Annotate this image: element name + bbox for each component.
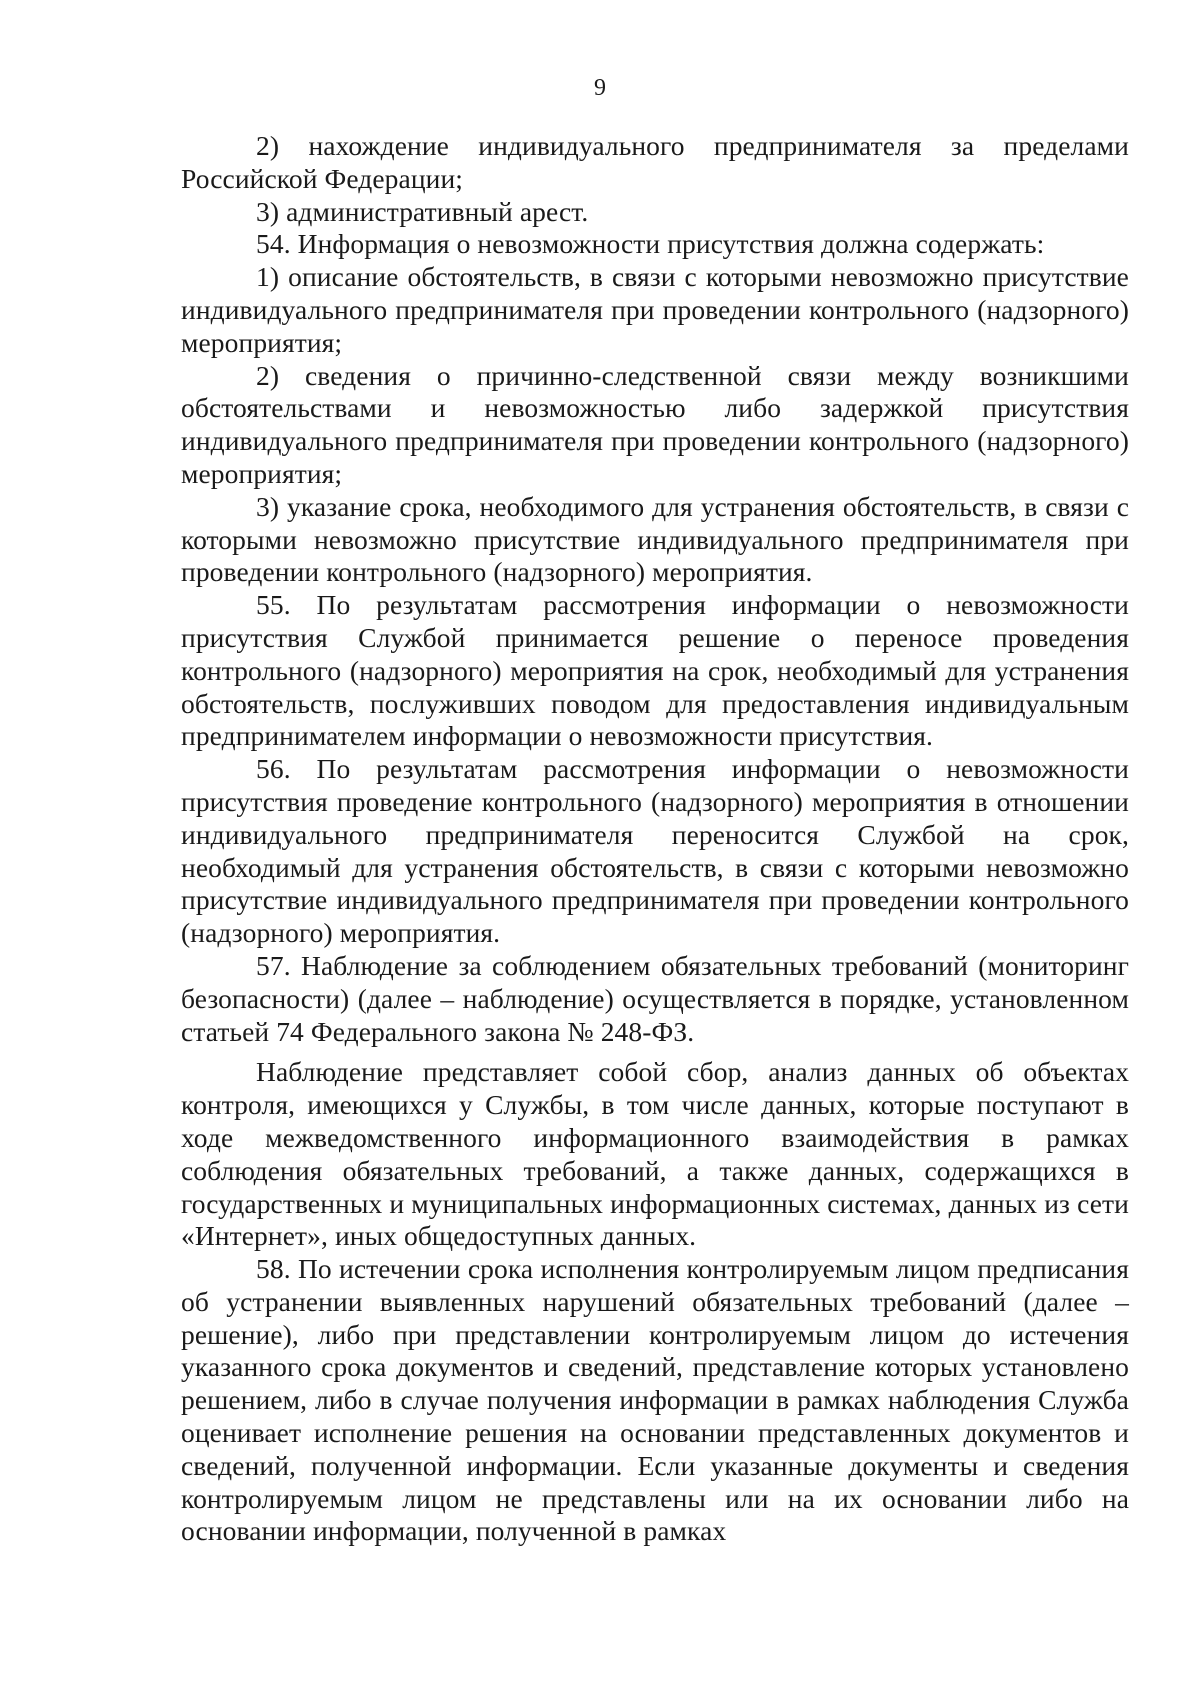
paragraph-57-observation: Наблюдение представляет собой сбор, анализ данных об объектах контроля, имеющихся у Службы, в том числе данных, которые поступают в ходе межведомственного информационного взаимодействия в рамках соблюдения обязательных требований, а также данных, содержащихся в государственных и муниципальных информационных системах, данных из сети «Интернет», иных общедоступных данных. (181, 1056, 1129, 1252)
paragraph-58: 58. По истечении срока исполнения контролируемым лицом предписания об устранении выявленных нарушений обязательных требований (далее – решение), либо при представлении контролируемым лицом до истечения указанного срока документов и сведений, представление которых установлено решением, либо в случае получения информации в рамках наблюдения Служба оценивает исполнение решения на основании представленных документов и сведений, полученной информации. Если указанные документы и сведения контролируемым лицом не представлены или на их основании либо на основании информации, полученной в рамках (181, 1253, 1129, 1547)
page-number: 9 (594, 75, 606, 101)
document-body (181, 130, 1129, 1548)
paragraph-54-item-3: 3) указание срока, необходимого для устранения обстоятельств, в связи с которыми невозможно присутствие индивидуального предпринимателя при проведении контрольного (надзорного) мероприятия. (181, 490, 1129, 588)
paragraph-54-item-2: 2) сведения о причинно-следственной связи между возникшими обстоятельствами и невозможностью либо задержкой присутствия индивидуального предпринимателя при проведении контрольного (надзорного) мероприятия; (181, 359, 1129, 489)
paragraph-55: 55. По результатам рассмотрения информации о невозможности присутствия Службой принимается решение о переносе проведения контрольного (надзорного) мероприятия на срок, необходимый для устранения обстоятельств, послуживших поводом для предоставления индивидуальным предпринимателем информации о невозможности присутствия. (181, 589, 1129, 752)
paragraph-item-2: 2) нахождение индивидуального предпринимателя за пределами Российской Федерации; (181, 130, 1129, 194)
paragraph-57: 57. Наблюдение за соблюдением обязательных требований (мониторинг безопасности) (далее – наблюдение) осуществляется в порядке, установленном статьей 74 Федерального закона № 248-ФЗ. (181, 949, 1129, 1047)
paragraph-item-3: 3) административный арест. (256, 195, 589, 227)
paragraph-56: 56. По результатам рассмотрения информации о невозможности присутствия проведение контрольного (надзорного) мероприятия в отношении индивидуального предпринимателя переносится Службой на срок, необходимый для устранения обстоятельств, в связи с которыми невозможно присутствие индивидуального предпринимателя при проведении контрольного (надзорного) мероприятия. (181, 753, 1129, 949)
paragraph-54-item-1: 1) описание обстоятельств, в связи с которыми невозможно присутствие индивидуального предпринимателя при проведении контрольного (надзорного) мероприятия; (181, 261, 1129, 358)
paragraph-54: 54. Информация о невозможности присутствия должна содержать: (256, 228, 1045, 260)
